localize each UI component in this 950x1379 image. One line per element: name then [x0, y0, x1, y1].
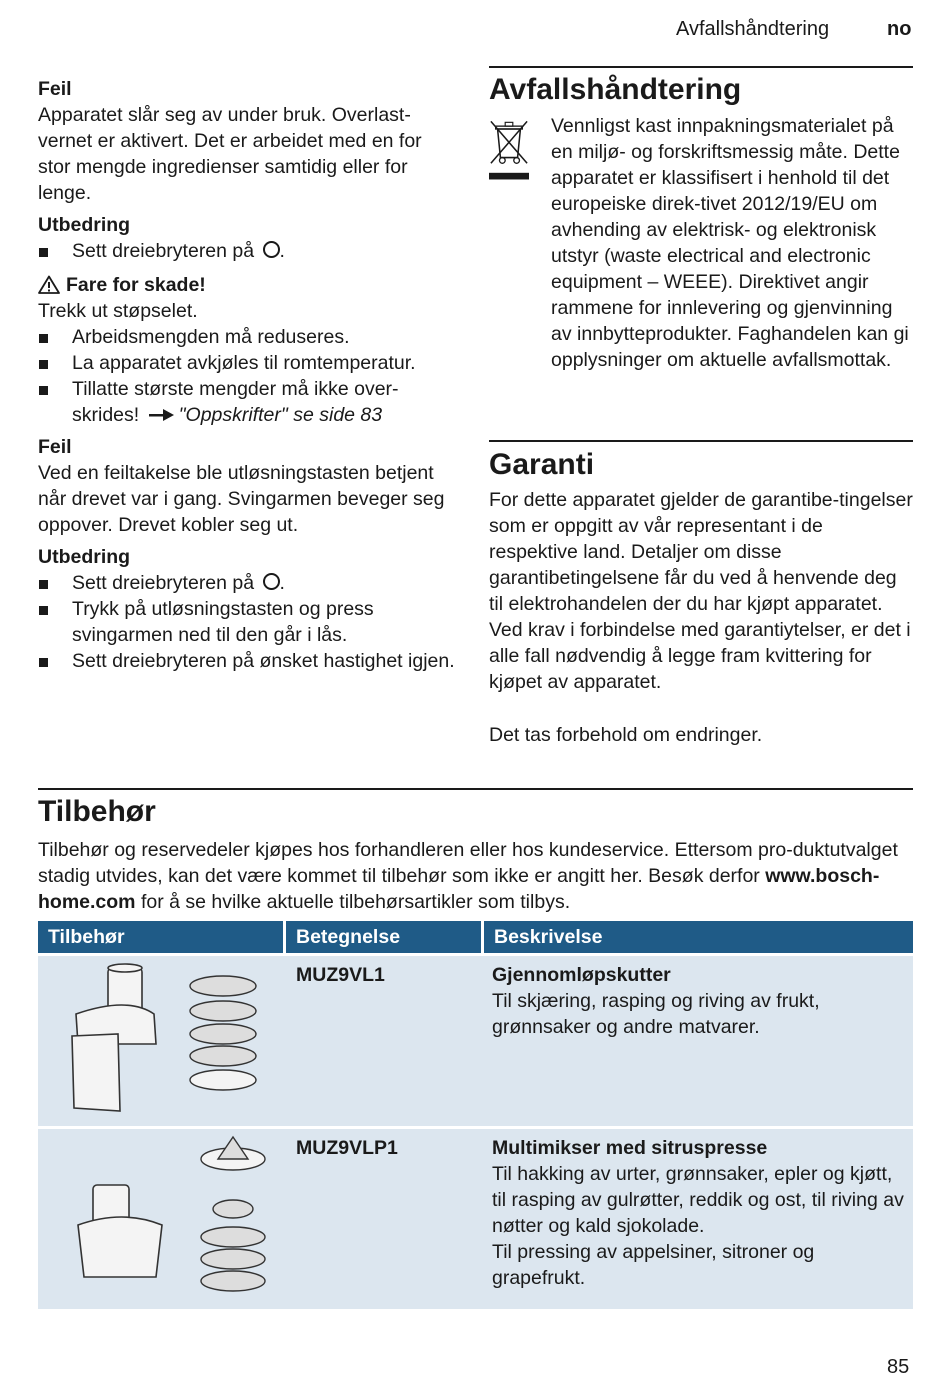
disposal-title: Avfallshåndtering: [489, 73, 742, 106]
website-link[interactable]: www.bosch-home.com: [38, 865, 880, 913]
list-item: Sett dreiebryteren på .: [38, 238, 458, 264]
table-row: [38, 956, 913, 1126]
section-divider: [38, 788, 913, 790]
warning-triangle-icon: [38, 275, 60, 294]
multimixer-attachment-image: [38, 1129, 283, 1309]
accessories-table: [38, 921, 913, 1309]
product-description: [484, 1129, 913, 1309]
list-item: La apparatet avkjøles til romtemperatur.: [38, 350, 458, 376]
remedy-heading: Utbedring: [38, 214, 131, 236]
language-code: no: [887, 18, 912, 40]
troubleshooting-column: [38, 76, 458, 674]
warranty-note: Det tas forbehold om endringer.: [489, 724, 763, 746]
list-item: Trykk på utløsningstasten og press svingarmen ned til den går i lås.: [38, 596, 458, 648]
running-header-title: Avfallshåndtering: [676, 18, 830, 40]
remedy-heading: Utbedring: [38, 546, 131, 568]
arrow-right-icon: [149, 409, 175, 421]
product-desc-text: Til pressing av appelsiner, sitroner og grapefrukt.: [492, 1241, 815, 1289]
list-item: Arbeidsmengden må reduseres.: [38, 324, 458, 350]
warranty-title: Garanti: [489, 448, 595, 481]
product-desc-text: Til skjæring, rasping og riving av frukt, grønnsaker og andre matvarer.: [492, 990, 820, 1038]
weee-bin-icon: [489, 116, 529, 182]
warranty-text: For dette apparatet gjelder de garantibe-tingelser som er oppgitt av vår representant i de respektive land. Detaljer om disse garantibetingelsene får du ved å henvende deg til elektrohandelen der du har kjøpt apparatet. Ved krav i forbindelse med garantiytelser, er det i alle fall nødvendig å legge fram kvittering for kjøpet av apparatet.: [489, 489, 913, 693]
warning-heading: Fare for skade!: [38, 272, 458, 298]
remedy-list: [38, 238, 458, 264]
fault-heading: Feil: [38, 78, 72, 100]
off-position-icon: [263, 241, 280, 258]
product-code: MUZ9VL1: [286, 956, 481, 1126]
list-item: Sett dreiebryteren på .: [38, 570, 458, 596]
product-code: MUZ9VLP1: [286, 1129, 481, 1309]
off-position-icon: [263, 573, 280, 590]
accessories-intro: Tilbehør og reservedeler kjøpes hos forhandleren eller hos kundeservice. Ettersom pro-duktutvalget stadig utvides, kan det være kommet til tilbehør som ikke er angitt her. Besøk derfor www.bosch-home.com for å se hvilke aktuelle tilbehørsartikler som tilbys.: [38, 839, 898, 913]
fault-text: Ved en feiltakelse ble utløsningstasten betjent når drevet var i gang. Svingarmen beveger seg oppover. Drevet kobler seg ut.: [38, 462, 445, 536]
accessory-image-cell: [38, 956, 283, 1126]
table-row: [38, 1129, 913, 1309]
recipe-reference-link[interactable]: "Oppskrifter" se side 83: [178, 404, 383, 426]
remedy-list: [38, 570, 458, 674]
accessories-title: Tilbehør: [38, 795, 156, 828]
section-divider: [489, 66, 913, 68]
table-header: [38, 921, 913, 953]
column-header: Betegnelse: [286, 921, 481, 953]
warning-text: Trekk ut støpselet.: [38, 300, 198, 322]
fault-text: Apparatet slår seg av under bruk. Overlast-vernet er aktivert. Det er arbeidet med en for stor mengde ingredienser samtidig eller for lenge.: [38, 104, 422, 204]
product-description: [484, 956, 913, 1126]
page-number: 85: [887, 1356, 910, 1378]
warning-list: [38, 324, 458, 428]
product-desc-text: Til hakking av urter, grønnsaker, epler og kjøtt, til rasping av gulrøtter, reddik og ost, til riving av nøtter og kald sjokolade.: [492, 1163, 904, 1237]
disposal-text: Vennligst kast innpakningsmaterialet på en miljø- og forskriftsmessig måte. Dette apparatet er klassifisert i henhold til det europeiske direk-tivet 2012/19/EU om avhending av elektrisk- og elektronisk utstyr (waste electrical and electronic equipment – WEEE). Direktivet angir rammene for innlevering og gjenvinning av innbytteprodukter. Faghandelen kan gi opplysninger om aktuelle avfallsmottak.: [551, 115, 909, 371]
list-item: Tillatte største mengder må ikke over-skrides! "Oppskrifter" se side 83: [38, 376, 458, 428]
list-item: Sett dreiebryteren på ønsket hastighet igjen.: [38, 648, 458, 674]
slicer-attachment-image: [38, 956, 283, 1126]
column-header: Beskrivelse: [484, 921, 913, 953]
accessory-image-cell: [38, 1129, 283, 1309]
fault-heading: Feil: [38, 436, 72, 458]
product-name: Gjennomløpskutter: [492, 964, 671, 986]
column-header: Tilbehør: [38, 921, 283, 953]
section-divider: [489, 440, 913, 442]
product-name: Multimikser med sitruspresse: [492, 1137, 768, 1159]
